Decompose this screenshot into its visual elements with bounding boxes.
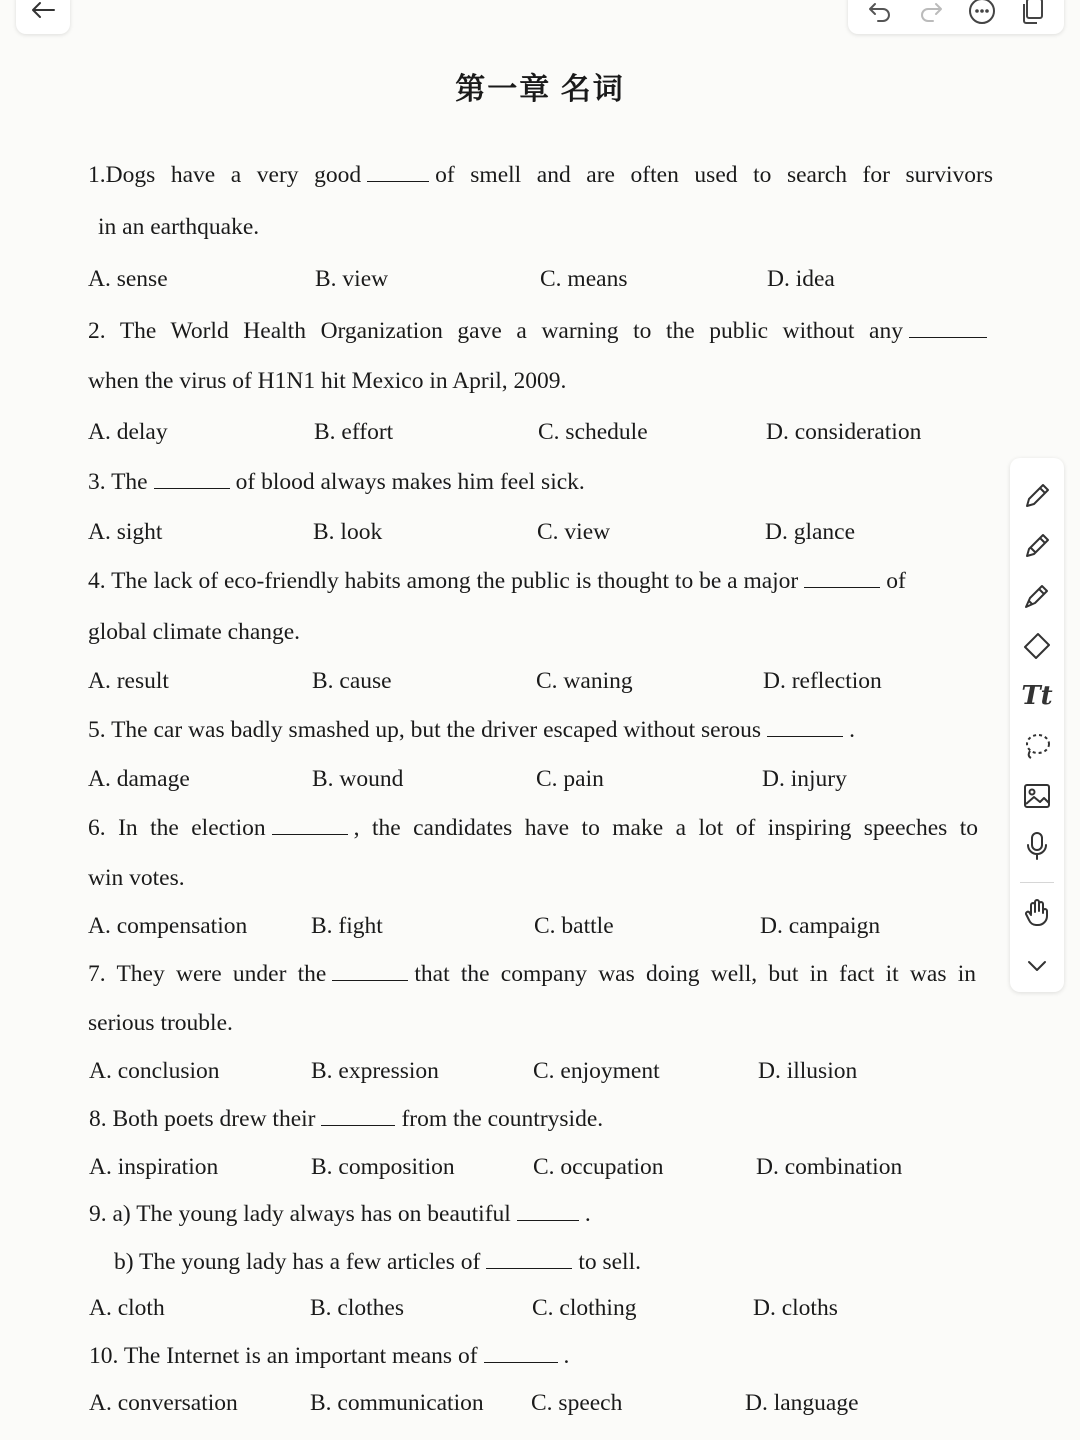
question-8-stem: 8. Both poets drew their from the countryside. [89,1106,604,1132]
question-1-option-b: B. view [315,266,389,292]
question-4-stem: 4. The lack of eco-friendly habits among the public is thought to be a major of [88,568,906,594]
question-8-option-b: B. composition [311,1154,455,1180]
redo-icon[interactable] [914,0,948,28]
question-6-option-d: D. campaign [760,913,881,939]
question-1-option-a: A. sense [88,266,168,292]
question-7-stem: 7. They were under the that the company was doing well, but in fact it was in [88,961,977,987]
pencil-icon[interactable] [1017,526,1057,566]
highlighter-icon[interactable] [1017,576,1057,616]
question-9-stem-a: 9. a) The young lady always has on beautiful . [89,1201,591,1227]
question-2-stem: 2. The World Health Organization gave a warning to the public without any [88,316,993,346]
question-7-option-d: D. illusion [758,1058,858,1084]
question-1-option-d: D. idea [767,266,835,292]
text-tool-icon[interactable] [1017,676,1057,716]
question-5-option-a: A. damage [88,766,190,792]
more-icon[interactable] [965,0,999,28]
question-6-option-a: A. compensation [88,913,248,939]
question-10-stem: 10. The Internet is an important means of . [89,1343,570,1369]
question-4-option-a: A. result [88,668,169,694]
undo-icon[interactable] [863,0,897,28]
question-4-option-c: C. waning [536,668,633,694]
page-title: 第一章 名词 [455,73,625,106]
question-9-option-c: C. clothing [532,1295,637,1321]
question-6-option-c: C. battle [534,913,614,939]
question-9-option-b: B. clothes [310,1295,404,1321]
question-5-stem: 5. The car was badly smashed up, but the driver escaped without serous . [88,717,855,743]
annotation-toolbar [1010,458,1064,992]
question-9-option-d: D. cloths [753,1295,838,1321]
question-6-stem: 6. In the election , the candidates have to make a lot of inspiring speeches to [88,815,979,841]
eraser-icon[interactable] [1017,626,1057,666]
touch-hand-icon[interactable] [1017,892,1057,932]
question-5-option-b: B. wound [312,766,404,792]
question-3-option-b: B. look [313,519,383,545]
question-6-option-b: B. fight [311,913,383,939]
question-7-option-c: C. enjoyment [533,1058,660,1084]
question-2-option-a: A. delay [88,419,168,445]
question-2-stem-cont: when the virus of H1N1 hit Mexico in April, 2009. [88,368,567,394]
text-tool-label: Tt [1021,681,1053,711]
question-1-option-c: C. means [540,266,628,292]
lasso-icon[interactable] [1017,726,1057,766]
question-2-option-d: D. consideration [766,419,922,445]
question-6-stem-cont: win votes. [88,865,185,891]
question-3-option-c: C. view [537,519,611,545]
question-9-stem-b: b) The young lady has a few articles of to sell. [114,1249,641,1275]
top-toolbar [848,0,1064,34]
question-7-option-b: B. expression [311,1058,439,1084]
question-9-option-a: A. cloth [89,1295,165,1321]
question-1-stem: 1.Dogs have a very good of smell and are often used to search for survivors [88,162,993,188]
microphone-icon[interactable] [1017,826,1057,866]
pen-icon[interactable] [1017,476,1057,516]
question-10-option-c: C. speech [531,1390,623,1416]
question-4-option-b: B. cause [312,668,392,694]
question-8-option-a: A. inspiration [89,1154,219,1180]
question-3-option-d: D. glance [765,519,856,545]
question-10-option-a: A. conversation [89,1390,238,1416]
question-3-stem: 3. The of blood always makes him feel sick. [88,469,585,495]
question-8-option-d: D. combination [756,1154,903,1180]
question-8-option-c: C. occupation [533,1154,664,1180]
question-10-option-b: B. communication [310,1390,484,1416]
question-3-option-a: A. sight [88,519,163,545]
image-icon[interactable] [1017,776,1057,816]
question-2-option-c: C. schedule [538,419,648,445]
question-7-option-a: A. conclusion [89,1058,220,1084]
copy-icon[interactable] [1016,0,1050,28]
back-arrow-icon [30,0,56,25]
question-4-option-d: D. reflection [763,668,882,694]
question-1-stem-cont: in an earthquake. [98,214,260,240]
question-5-option-d: D. injury [762,766,847,792]
question-5-option-c: C. pain [536,766,604,792]
toolbar-divider [1020,882,1054,883]
question-10-option-d: D. language [745,1390,859,1416]
question-4-stem-cont: global climate change. [88,619,301,645]
back-button[interactable] [16,0,70,34]
question-2-option-b: B. effort [314,419,394,445]
chevron-down-icon[interactable] [1017,946,1057,986]
question-7-stem-cont: serious trouble. [88,1010,233,1036]
